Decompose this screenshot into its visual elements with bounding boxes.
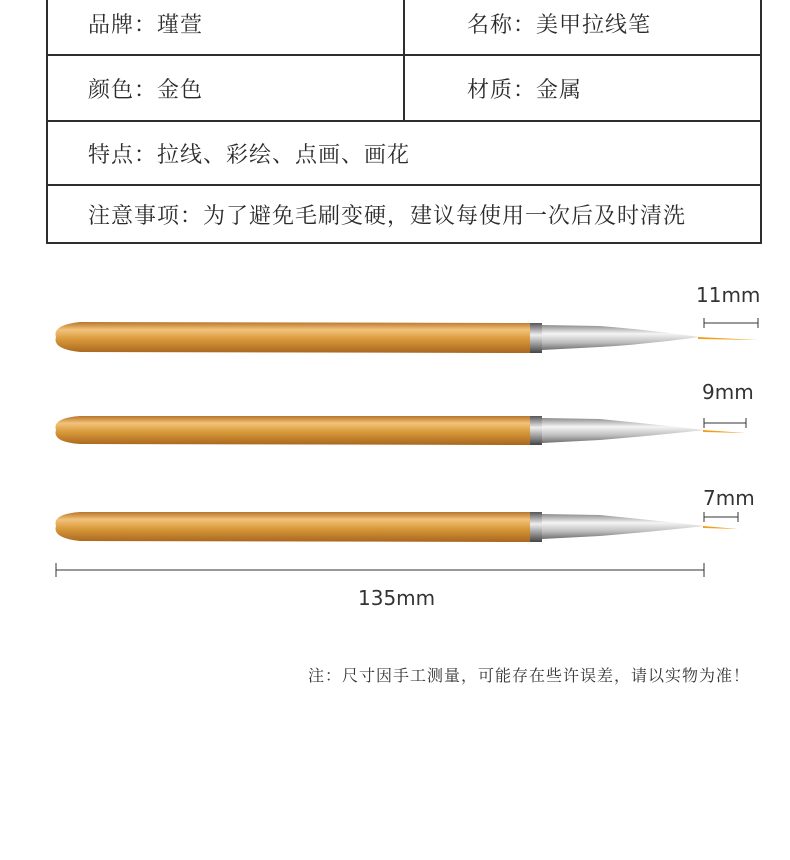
brush-3-handle <box>56 512 531 542</box>
spec-notice: 注意事项：为了避免毛刷变硬，建议每使用一次后及时清洗 <box>88 203 687 229</box>
brush-2-ferrule <box>542 418 705 443</box>
brush-2-collar <box>530 416 542 445</box>
brush-1-ferrule <box>542 325 700 350</box>
brush-1-tip-label: 11mm <box>696 283 761 307</box>
brush-2-bristle <box>703 430 746 433</box>
spec-material: 材质：金属 <box>467 77 583 103</box>
brush-1 <box>56 318 759 353</box>
brush-2-handle <box>56 416 531 445</box>
brush-3-tip-label: 7mm <box>703 486 755 510</box>
brush-1-handle <box>56 322 531 353</box>
brush-2 <box>56 416 747 445</box>
brush-1-bristle <box>698 337 758 340</box>
brush-3-bristle <box>703 526 738 529</box>
spec-features: 特点：拉线、彩绘、点画、画花 <box>88 142 411 168</box>
spec-brand: 品牌：瑾萱 <box>48 0 405 54</box>
brush-3-ferrule <box>542 514 705 539</box>
total-length-label: 135mm <box>358 586 436 610</box>
brush-3-collar <box>530 512 542 542</box>
brush-3 <box>56 512 739 542</box>
spec-product-name: 名称：美甲拉线笔 <box>467 12 652 38</box>
spec-color: 颜色：金色 <box>48 56 405 120</box>
brush-2-tip-label: 9mm <box>702 380 754 404</box>
brush-1-collar <box>530 323 542 353</box>
footnote: 注：尺寸因手工测量，可能存在些许误差，请以实物为准！ <box>307 666 750 685</box>
total-length-measure <box>56 563 704 577</box>
